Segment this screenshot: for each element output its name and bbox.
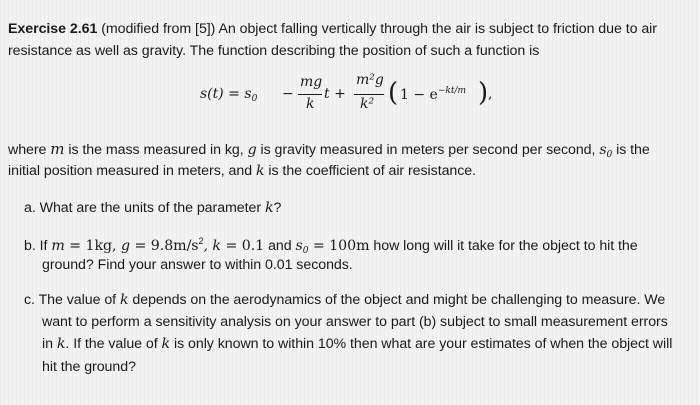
frac1-denominator: k — [306, 96, 315, 112]
paren-open: ( — [388, 78, 399, 108]
var-g: g — [247, 142, 257, 158]
formula-t-plus: t + — [324, 86, 346, 102]
formula-comma: , — [488, 86, 493, 102]
intro-text-1: (modified from [5]) An object falling vertically through the air is subject to friction due to air — [97, 21, 657, 37]
intro-line-2: resistance as well as gravity. The function describing the position of such a function is — [8, 43, 540, 59]
frac1-bar — [298, 94, 322, 95]
part-a: a. What are the units of the parameter k? — [24, 200, 282, 216]
formula-lhs: $s(t) = s_0$ — [200, 86, 258, 104]
part-c-line-2: want to perform a sensitivity analysis on your answer to part (b) subject to small measurement errors — [42, 314, 668, 330]
var-s0: $s_0$ — [599, 142, 613, 160]
var-m: m — [50, 140, 65, 158]
position-formula — [196, 70, 516, 122]
intro-line-1 — [8, 20, 657, 38]
paren-close: ) — [478, 78, 489, 108]
where-line-1: where m is the mass measured in kg, g is gravity measured in meters per second per second, $s_0$ is the — [8, 140, 650, 160]
where-line-2: initial position measured in meters, and k is the coefficient of air resistance. — [8, 163, 477, 179]
part-b-line-1: b. If m = 1kg, $g = 9.8m/s^2$, k = 0.1 and $s_0 = 100m$ how long will it take for the object to hit the — [24, 236, 638, 256]
formula-minus: − — [282, 86, 294, 102]
part-c-line-1: c. The value of k depends on the aerodynamics of the object and might be challenging to measure. We — [24, 292, 666, 308]
part-b-line-2: ground? Find your answer to within 0.01 seconds. — [42, 257, 353, 273]
part-c-line-3: in k. If the value of k is only known to within 10% then what are your estimates of when the object will — [42, 336, 673, 352]
frac1-numerator: mg — [300, 74, 323, 90]
var-k: k — [255, 163, 265, 179]
exercise-title: Exercise 2.61 — [8, 21, 98, 37]
frac2-bar — [354, 94, 384, 95]
frac2-denominator: k² — [360, 96, 375, 112]
formula-one-minus-e: $1 - e^{-kt/m}$ — [400, 86, 467, 103]
frac2-numerator: m²g — [356, 72, 384, 88]
part-c-line-4: hit the ground? — [42, 359, 136, 375]
